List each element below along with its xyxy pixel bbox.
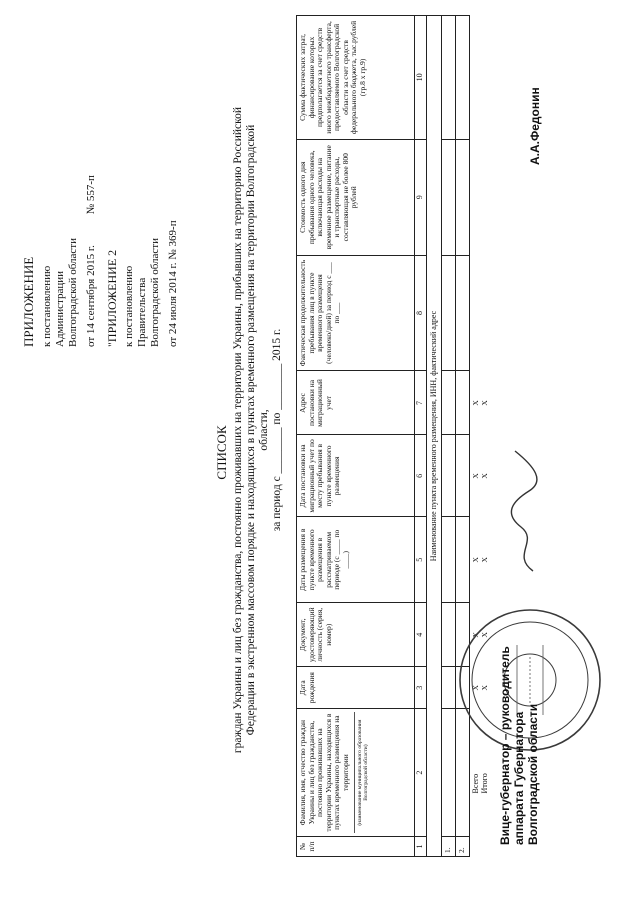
column-header: Даты размещения в пункте временного размещения в рассматриваемом периоде (с ____ по ____) <box>297 517 415 603</box>
column-number: 10 <box>415 16 427 140</box>
x-mark-cell <box>470 371 492 435</box>
signature-block <box>498 646 540 845</box>
x-mark: X <box>471 473 480 479</box>
column-number: 3 <box>415 667 427 709</box>
x-mark: X <box>471 557 480 563</box>
header-line: Правительства <box>136 277 148 347</box>
column-number-row <box>415 16 427 857</box>
total-label-text: Всего <box>471 773 480 794</box>
column-header: Дата постановки на миграционный учет по месту пребывания в пункте временного размещения <box>297 435 415 517</box>
signature-line: Волгоградской области <box>526 703 540 845</box>
appendix-title: ПРИЛОЖЕНИЕ <box>21 256 36 347</box>
table-cell <box>442 709 456 837</box>
table-cell <box>456 255 470 371</box>
decree2-date: от 24 июля 2014 г. № 369-п <box>167 220 179 347</box>
column-number: 8 <box>415 255 427 371</box>
decree-date: от 14 сентября 2015 г. <box>85 245 97 347</box>
x-mark-cell <box>470 517 492 603</box>
x-mark: X <box>479 473 489 479</box>
column-header-text: Фамилия, имя, отчество граждан Украины и лиц без гражданства, постоянно проживавших на территории Украины, находящихся в пунктах временного размещения на территории <box>298 713 350 832</box>
table-cell <box>442 667 456 709</box>
subtitle-line: граждан Украины и лиц без гражданства, постоянно проживавших на территории Украины, прибывших на территорию Российской <box>232 106 244 754</box>
table-cell <box>456 139 470 255</box>
subtitle-line: Федерации в экстренном массовом порядке и находящихся в пунктах временного размещения на территории Волгоградской области, <box>245 124 270 736</box>
column-header: Стоимость одного дня пребывания одного человека, включающая расходы на временное размещение, питание и транспортные расходы, составляющая не более 800 рублей <box>297 139 415 255</box>
table-cell <box>456 16 470 140</box>
column-number: 4 <box>415 603 427 667</box>
column-number: 1 <box>415 837 427 857</box>
header-line: Администрации <box>54 270 66 347</box>
table-cell <box>442 435 456 517</box>
list-title: СПИСОК <box>214 425 229 480</box>
column-number: 9 <box>415 139 427 255</box>
decree-number: № 557-п <box>85 175 97 215</box>
column-number: 5 <box>415 517 427 603</box>
table-cell <box>442 16 456 140</box>
x-mark: X <box>479 685 489 691</box>
facility-row <box>426 16 442 857</box>
column-header: Фактическая продолжительность пребывания лиц в пункте временного размещения (человеко/дней) за период с ___ по ___ <box>297 255 415 371</box>
table-cell <box>456 371 470 435</box>
table-cell <box>456 517 470 603</box>
row-number: 1. <box>442 837 456 857</box>
x-mark: X <box>479 632 489 638</box>
column-number: 2 <box>415 709 427 837</box>
x-mark: X <box>479 557 489 563</box>
table-cell <box>442 255 456 371</box>
x-mark: X <box>479 400 489 406</box>
subtitle-line: за период с ________ по ________ 2015 г. <box>271 328 283 532</box>
facility-label: Наименование пункта временного размещения, ИНН, фактический адрес <box>426 16 442 857</box>
column-note: (наименование муниципального образования Волгоградской области) <box>354 712 369 833</box>
column-header: Адрес постановки на миграционный учет <box>297 371 415 435</box>
column-header: Сумма фактических затрат, финансирование которых предполагается за счет средств иного межбюджетного трансферта, предоставляемого Волгоградской области за счет средств федерального бюджета, тыс.рублей (гр.8 х гр.9) <box>297 16 415 140</box>
column-number: 7 <box>415 371 427 435</box>
signature-line: Вице-губернатор – руководитель <box>498 646 512 845</box>
table-cell <box>442 603 456 667</box>
x-mark-cell <box>470 435 492 517</box>
row-number: 2. <box>456 837 470 857</box>
signatory-name: А.А.Федонин <box>528 87 542 165</box>
list-subtitle <box>232 105 284 755</box>
handwritten-signature-icon <box>505 445 545 575</box>
column-header <box>297 709 415 837</box>
header-line: Волгоградской области <box>149 238 161 347</box>
empty-cell <box>470 16 492 371</box>
total-label-text: Итого <box>479 773 489 794</box>
signature-line: аппарата Губернатора <box>512 711 526 845</box>
x-mark: X <box>471 400 480 406</box>
table-cell <box>456 435 470 517</box>
header-line: к постановлению <box>41 265 53 347</box>
table-cell <box>442 371 456 435</box>
column-header: Документ, удостоверяющий личность (серия, номер) <box>297 603 415 667</box>
appendix-header <box>22 175 180 347</box>
x-mark: X <box>471 685 480 691</box>
x-mark: X <box>471 632 480 638</box>
table-header-row <box>297 16 415 857</box>
column-header: № п/п <box>297 837 415 857</box>
table-cell <box>442 139 456 255</box>
header-line: к постановлению <box>123 265 135 347</box>
appendix2-title: "ПРИЛОЖЕНИЕ 2 <box>105 249 119 347</box>
column-number: 6 <box>415 435 427 517</box>
table-row <box>442 16 456 857</box>
header-line: Волгоградской области <box>67 238 79 347</box>
column-header: Дата рождения <box>297 667 415 709</box>
table-cell <box>442 517 456 603</box>
